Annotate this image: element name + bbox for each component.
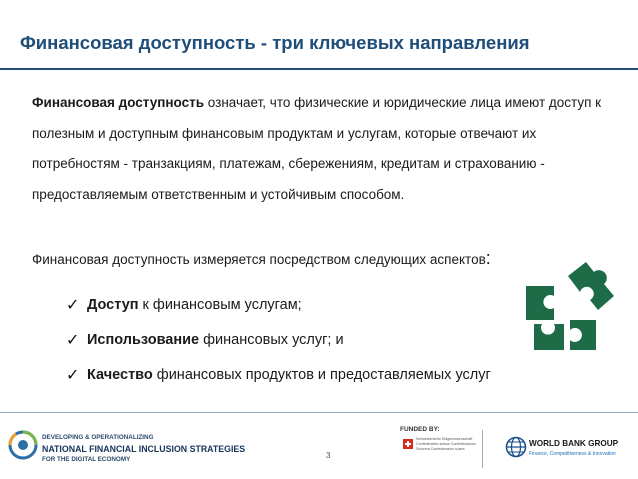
program-name xyxy=(42,433,245,465)
world-bank-group-name: WORLD BANK GROUP xyxy=(529,439,619,448)
strategy-logo-icon xyxy=(8,430,38,460)
sponsor-divider xyxy=(482,430,483,468)
checkmark-icon: ✓ xyxy=(66,297,80,314)
aspect-term: Использование xyxy=(87,332,200,348)
puzzle-pieces-icon xyxy=(524,262,620,352)
list-item xyxy=(66,358,491,393)
checkmark-icon: ✓ xyxy=(66,367,80,384)
funded-by-label: FUNDED BY: xyxy=(400,426,440,433)
program-line-1: DEVELOPING & OPERATIONALIZING xyxy=(42,434,154,441)
footer-divider xyxy=(0,412,638,413)
program-line-3: FOR THE DIGITAL ECONOMY xyxy=(42,455,131,463)
list-item xyxy=(66,288,491,323)
world-bank-tagline: Finance, Competitiveness & Innovation xyxy=(529,451,616,457)
aspect-text: финансовых услуг; и xyxy=(203,332,344,348)
intro-paragraph xyxy=(32,88,612,210)
aspect-term: Доступ xyxy=(87,297,139,313)
slide-title: Финансовая доступность - три ключевых направления xyxy=(20,32,530,53)
intro-text: означает, что физические и юридические лица имеют доступ к полезным и доступным финансовым продуктам и услугам, которые отвечают их потребностям - транзакциям, платежам, сбережениям, кредитам и страхованию - предоставляемым ответственным и устойчивым способом. xyxy=(32,95,602,202)
swiss-confederation-text: Schweizerische Eidgenossenschaft Confédération suisse Confederazione Svizzera Confederaziun svizra xyxy=(416,437,477,451)
aspects-list xyxy=(66,288,491,393)
aspect-term: Качество xyxy=(87,367,153,383)
checkmark-icon: ✓ xyxy=(66,332,80,349)
aspect-text: финансовых продуктов и предоставляемых услуг xyxy=(156,367,491,383)
page-number: 3 xyxy=(326,451,331,460)
measurement-colon: : xyxy=(485,248,491,268)
swiss-flag-icon xyxy=(403,439,413,449)
program-line-2: NATIONAL FINANCIAL INCLUSION STRATEGIES xyxy=(42,443,246,454)
intro-bold-term: Финансовая доступность xyxy=(32,95,205,110)
title-divider xyxy=(0,68,638,70)
list-item xyxy=(66,323,491,358)
aspect-text: к финансовым услугам; xyxy=(142,297,302,313)
measurement-statement xyxy=(32,243,592,275)
measurement-text: Финансовая доступность измеряется посредством следующих аспектов xyxy=(32,252,486,267)
world-bank-globe-icon xyxy=(505,436,527,458)
